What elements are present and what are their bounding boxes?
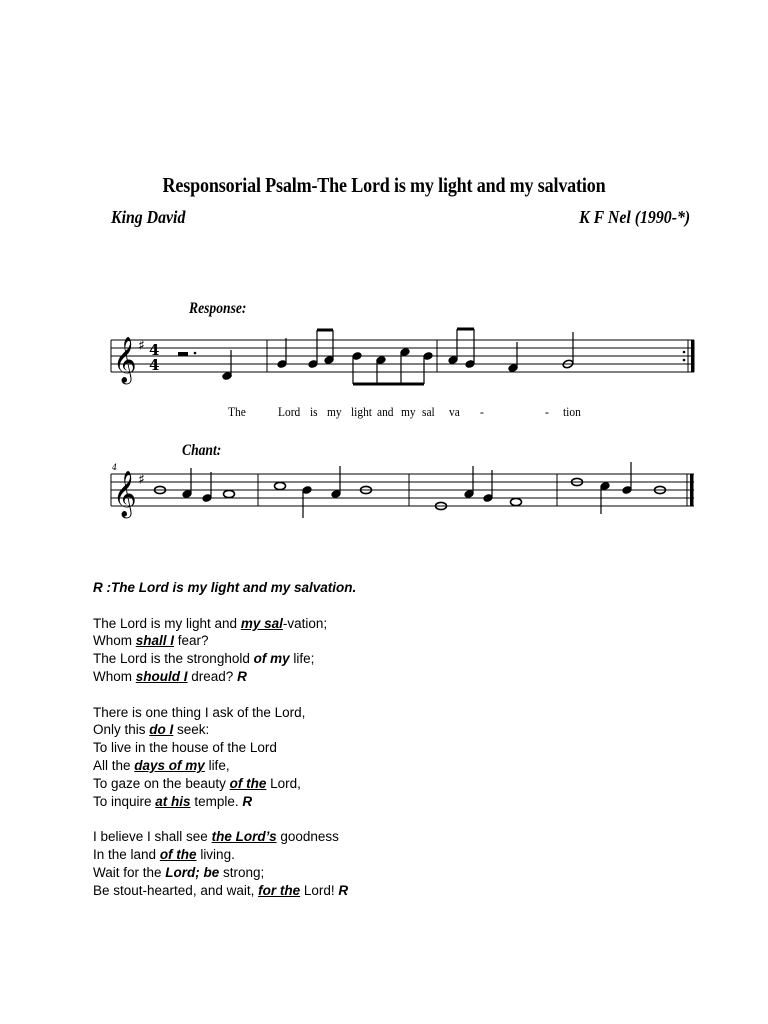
verse-line: To live in the house of the Lord: [93, 740, 277, 756]
svg-text:4: 4: [149, 341, 160, 359]
lyric-syllable: light: [351, 404, 372, 419]
stanza-gap: [93, 686, 733, 704]
stanza-gap: [93, 810, 733, 828]
svg-text:4: 4: [149, 356, 160, 374]
psalm-text: [93, 579, 733, 899]
response-label: Response:: [189, 300, 247, 317]
lyric-syllable: tion: [563, 404, 581, 419]
lyric-syllable: and: [377, 404, 394, 419]
chant-staff: [0, 456, 768, 526]
verses-container: [93, 597, 733, 900]
verse-line: The Lord is the stronghold of my life;: [93, 651, 315, 667]
measure-number: 4: [112, 463, 118, 472]
lyric-syllable: my: [327, 404, 342, 419]
verse-line: All the days of my life,: [93, 757, 230, 773]
verse-line: Be stout-hearted, and wait, for the Lord! R: [93, 882, 349, 898]
verse-line: I believe I shall see the Lord’s goodness: [93, 829, 339, 845]
verse-line: The Lord is my light and my sal-vation;: [93, 615, 328, 631]
verse-line: In the land of the living.: [93, 846, 235, 862]
lyric-syllable: The: [228, 404, 246, 419]
composer-credit: K F Nel (1990-*): [578, 207, 690, 227]
lyric-syllable: sal: [422, 404, 435, 419]
verse-line: To inquire at his temple. R: [93, 793, 253, 809]
stanza-gap: [93, 597, 733, 615]
lyric-syllable: va: [449, 404, 460, 419]
treble-clef-icon: 𝄞: [113, 471, 137, 517]
verse-line: Only this do I seek:: [93, 722, 210, 738]
lyric-syllable: -: [545, 404, 549, 419]
verse-line: There is one thing I ask of the Lord,: [93, 704, 306, 720]
verse-line: Wait for the Lord; be strong;: [93, 864, 265, 880]
verse-line: Whom shall I fear?: [93, 633, 209, 649]
sharp-icon: ♯: [138, 472, 145, 488]
lyric-syllable: is: [310, 404, 318, 419]
lyric-syllable: -: [480, 404, 484, 419]
chant-label: Chant:: [182, 442, 222, 459]
treble-clef-icon: 𝄞: [113, 337, 137, 383]
lyric-syllable: my: [401, 404, 416, 419]
lyric-syllable: Lord: [278, 404, 301, 419]
author-credit: King David: [111, 207, 186, 227]
verse-line: To gaze on the beauty of the Lord,: [93, 775, 301, 791]
sharp-icon: ♯: [138, 338, 145, 354]
page-title: Responsorial Psalm-The Lord is my light and my salvation: [162, 173, 606, 197]
response-staff: [0, 320, 768, 410]
verse-line: Whom should I dread? R: [93, 668, 247, 684]
refrain-line: R :The Lord is my light and my salvation.: [93, 580, 357, 595]
